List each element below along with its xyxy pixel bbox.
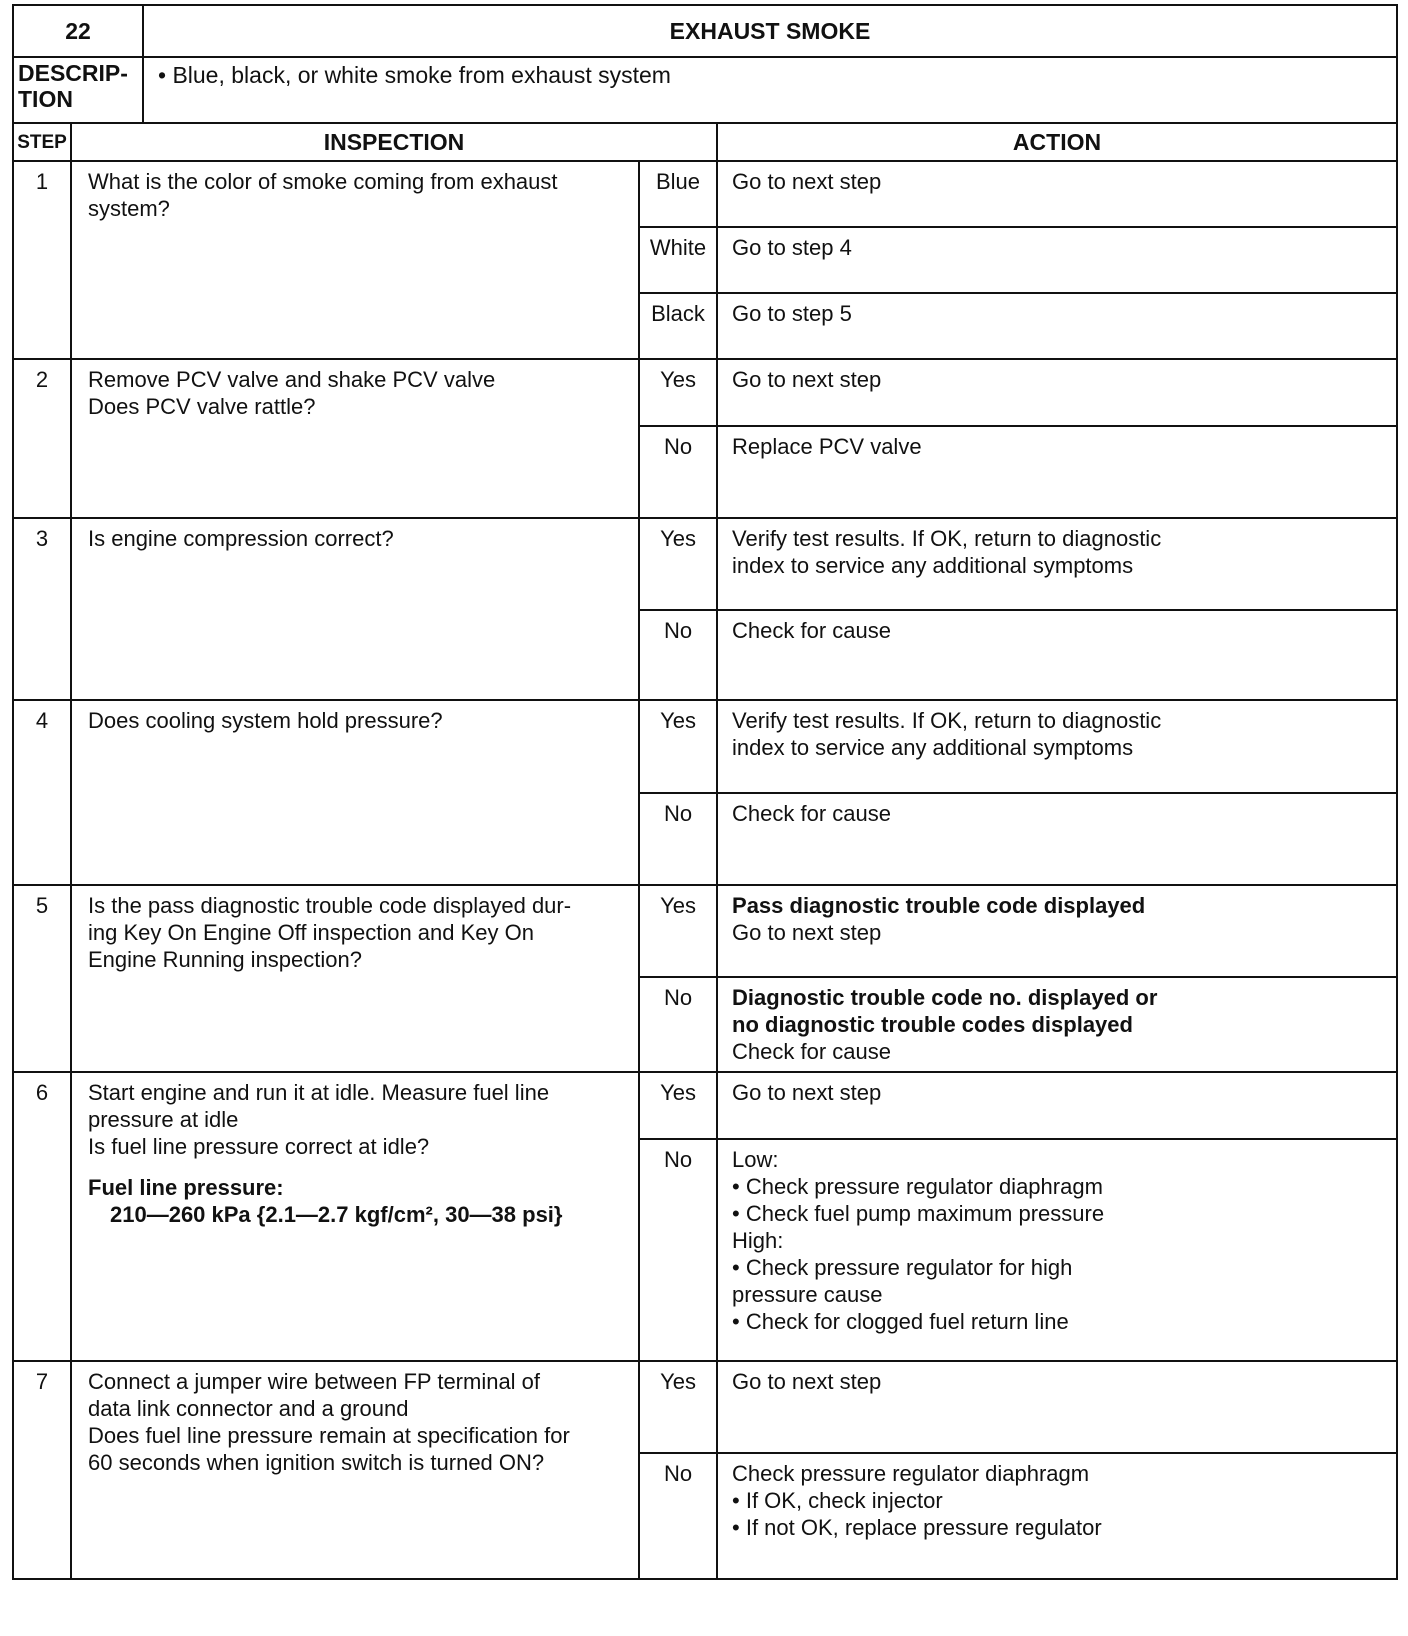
inspection-text: Is the pass diagnostic trouble code displayed dur- ing Key On Engine Off inspection and Key On Engine Running inspection?: [71, 885, 639, 1072]
answer-label: Black: [639, 293, 717, 359]
spec-value: 210—260 kPa {2.1—2.7 kgf/cm², 30—38 psi}: [110, 1202, 563, 1227]
table-row: [13, 1361, 1397, 1453]
action-text: Go to next step: [717, 161, 1397, 227]
action-text: Go to step 4: [717, 227, 1397, 293]
answer-label: Yes: [639, 700, 717, 793]
inspection-cell: [71, 1072, 639, 1361]
inspection-table: [12, 122, 1398, 1580]
procedure-number: 22: [13, 5, 143, 57]
answer-label: No: [639, 1453, 717, 1579]
step-number: 5: [13, 885, 71, 1072]
column-header-row: [13, 123, 1397, 161]
action-text: Low: • Check pressure regulator diaphragm • Check fuel pump maximum pressure High: • Check pressure regulator for high pressure cause • Check for clogged fuel return line: [717, 1139, 1397, 1361]
table-row: [13, 1072, 1397, 1139]
table-row: [13, 885, 1397, 977]
answer-label: No: [639, 1139, 717, 1361]
inspection-text: Is engine compression correct?: [71, 518, 639, 700]
step-number: 4: [13, 700, 71, 885]
inspection-text: Remove PCV valve and shake PCV valve Does PCV valve rattle?: [71, 359, 639, 518]
answer-label: No: [639, 793, 717, 885]
action-text: Go to next step: [717, 1361, 1397, 1453]
answer-label: Yes: [639, 1072, 717, 1139]
action-text: Check pressure regulator diaphragm • If OK, check injector • If not OK, replace pressure regulator: [717, 1453, 1397, 1579]
step-number: 6: [13, 1072, 71, 1361]
inspection-text: What is the color of smoke coming from exhaust system?: [71, 161, 639, 359]
step-column-header: STEP: [13, 123, 71, 161]
step-number: 1: [13, 161, 71, 359]
answer-label: No: [639, 977, 717, 1072]
action-text: Go to next step: [717, 359, 1397, 426]
table-row: [13, 359, 1397, 426]
inspection-column-header: INSPECTION: [71, 123, 717, 161]
action-text: Verify test results. If OK, return to diagnostic index to service any additional symptoms: [717, 700, 1397, 793]
answer-label: Yes: [639, 885, 717, 977]
step-number: 3: [13, 518, 71, 700]
action-text: Go to step 5: [717, 293, 1397, 359]
description-text: • Blue, black, or white smoke from exhaust system: [143, 57, 1397, 123]
answer-label: No: [639, 426, 717, 518]
table-row: [13, 700, 1397, 793]
table-row: [13, 161, 1397, 227]
action-text: Replace PCV valve: [717, 426, 1397, 518]
inspection-text: Start engine and run it at idle. Measure fuel line pressure at idle Is fuel line pressure correct at idle?: [88, 1080, 550, 1159]
action-emphasis: Diagnostic trouble code no. displayed or no diagnostic trouble codes displayed: [732, 985, 1158, 1037]
answer-label: White: [639, 227, 717, 293]
answer-label: Yes: [639, 518, 717, 610]
answer-label: Blue: [639, 161, 717, 227]
answer-label: Yes: [639, 359, 717, 426]
action-text: Check for cause: [717, 610, 1397, 700]
troubleshooting-page: [12, 4, 1398, 1630]
action-cell: [717, 977, 1397, 1072]
action-text: Verify test results. If OK, return to diagnostic index to service any additional symptoms: [717, 518, 1397, 610]
description-label: DESCRIP- TION: [13, 57, 143, 123]
spec-label: Fuel line pressure:: [88, 1175, 284, 1200]
step-number: 2: [13, 359, 71, 518]
action-text: Check for cause: [732, 1039, 891, 1064]
action-emphasis: Pass diagnostic trouble code displayed: [732, 893, 1146, 918]
answer-label: No: [639, 610, 717, 700]
header-table: [12, 4, 1398, 124]
action-column-header: ACTION: [717, 123, 1397, 161]
procedure-title: EXHAUST SMOKE: [143, 5, 1397, 57]
answer-label: Yes: [639, 1361, 717, 1453]
step-number: 7: [13, 1361, 71, 1579]
action-text: Go to next step: [732, 920, 882, 945]
action-text: Go to next step: [717, 1072, 1397, 1139]
action-text: Check for cause: [717, 793, 1397, 885]
action-cell: [717, 885, 1397, 977]
table-row: [13, 518, 1397, 610]
inspection-text: Connect a jumper wire between FP terminal of data link connector and a ground Does fuel line pressure remain at specification for 60 seconds when ignition switch is turned ON?: [71, 1361, 639, 1579]
inspection-text: Does cooling system hold pressure?: [71, 700, 639, 885]
